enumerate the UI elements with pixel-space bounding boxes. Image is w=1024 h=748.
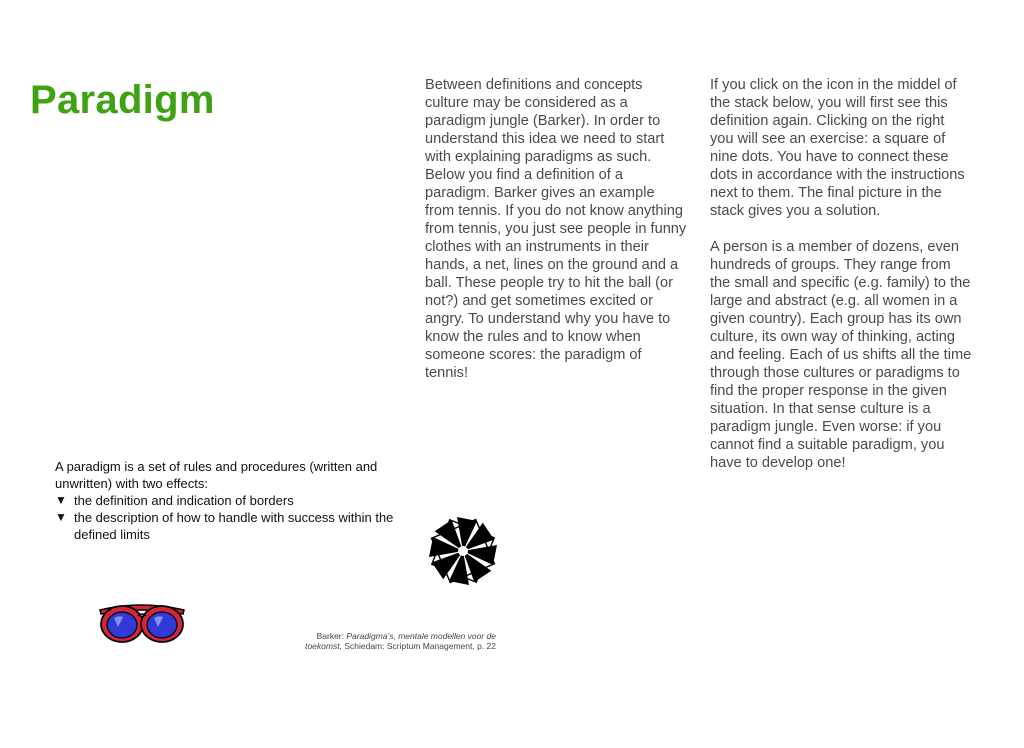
triangle-bullet-icon: ▼ bbox=[55, 510, 67, 524]
explanation-column bbox=[710, 76, 972, 472]
definition-effect-item bbox=[55, 492, 410, 509]
paradigm-jungle-paragraph: A person is a member of dozens, even hundreds of groups. They range from the small and specific (e.g. family) to the large and abstract (e.g. all women in a given country). Each group has its own culture, its own way of thinking, acting and feeling. Each of us shifts all the time through those cultures or paradigms to find the proper response in the given situation. In that sense culture is a paradigm jungle. Even worse: if you cannot find a suitable paradigm, you have to develop one! bbox=[710, 239, 972, 471]
source-citation bbox=[300, 631, 496, 651]
citation-author: Barker: bbox=[316, 631, 344, 641]
intro-column bbox=[425, 76, 687, 382]
page-title: Paradigm bbox=[30, 78, 215, 122]
definition-effect-item bbox=[55, 509, 410, 543]
triangle-bullet-icon: ▼ bbox=[55, 493, 67, 507]
definition-effects-list bbox=[55, 492, 410, 543]
pinwheel-stack-icon[interactable] bbox=[426, 512, 500, 590]
definition-intro: A paradigm is a set of rules and procedures (written and unwritten) with two effects: bbox=[55, 459, 378, 491]
intro-paragraph: Between definitions and concepts culture may be considered as a paradigm jungle (Barker). In order to understand this idea we need to start with explaining paradigms as such. Below you find a definition of a paradigm. Barker gives an example from tennis. If you do not know anything from tennis, you just see people in funny clothes with an instruments in their hands, a net, lines on the ground and a ball. These people try to hit the ball (or not?) and get sometimes excited or angry. To understand why you have to know the rules and to know when someone scores: the paradigm of tennis! bbox=[425, 77, 687, 381]
paradigm-definition bbox=[55, 458, 410, 543]
citation-work: Paradigma’s, mentale modellen voor de toekomst, bbox=[305, 631, 496, 651]
citation-publisher: Schiedam: Scriptum Management, p. 22 bbox=[344, 641, 496, 651]
definition-effect-text: the definition and indication of borders bbox=[74, 493, 294, 508]
sunglasses-icon bbox=[98, 600, 186, 646]
instructions-paragraph: If you click on the icon in the middel of the stack below, you will first see this definition again. Clicking on the right you will see an exercise: a square of nine dots. You have to connect these dots in accordance with the instructions next to them. The final picture in the stack gives you a solution. bbox=[710, 77, 965, 219]
definition-effect-text: the description of how to handle with success within the defined limits bbox=[74, 510, 394, 542]
